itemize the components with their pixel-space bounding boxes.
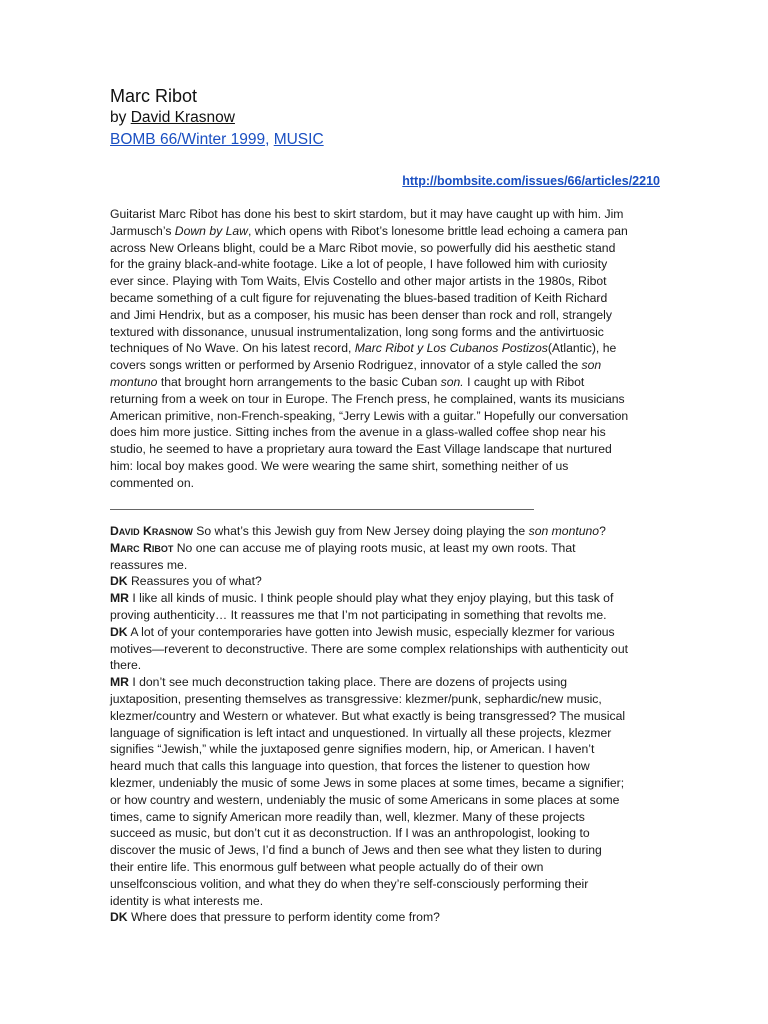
intro-line: commented on. [110, 475, 195, 490]
speaker-label: DK [110, 624, 128, 639]
intro-line: does him more justice. Sitting inches from the avenue in a glass-walled coffee shop near his [110, 425, 606, 440]
speaker-label: DK [110, 910, 128, 925]
author-link[interactable]: David Krasnow [130, 109, 235, 126]
speaker-label: Marc Ribot [110, 540, 174, 555]
issue-separator: , [265, 131, 270, 148]
question-4: DK Where does that pressure to perform identity come from? [110, 910, 440, 925]
speaker-label: MR [110, 675, 129, 690]
intro-line: studio, he seemed to have a proprietary aura toward the East Village landscape that nurtured [110, 442, 612, 457]
intro-line: him: local boy makes good. We were wearing the same shirt, something neither of us [110, 458, 569, 473]
question-1: David Krasnow So what’s this Jewish guy from New Jersey doing playing the son montuno? [110, 524, 606, 538]
intro-line: ever since. Playing with Tom Waits, Elvis Costello and other major artists in the 1980s, Ribot [110, 274, 607, 289]
question-2: DK Reassures you of what? [110, 574, 262, 589]
question-3: DK A lot of your contemporaries have gotten into Jewish music, especially klezmer for various motives—reverent to deconstructive. There are some complex relationships with authenticity out there. [110, 624, 628, 673]
byline-prefix: by [110, 109, 127, 126]
answer-3: MR I don’t see much deconstruction taking place. There are dozens of projects using juxtaposition, presenting themselves as transgressive: klezmer/punk, sephardic/new music, klezmer/country and Western or whatever. But what exactly is being transgressed? The musical language of signification is left intact and unquestioned. In virtually all these projects, klezmer signifies “Jewish,” while the juxtaposed genre signifies modern, hip, or American. I haven’t heard much that calls this language into question, that forces the listener to question how klezmer, undeniably the music of some Jews in some places at some times, became a signifier; or how country and western, undeniably the music of some Americans in some places at some times, came to signify American more readily than, well, klezmer. Many of these projects succeed as music, but don’t cut it as deconstruction. If I was an anthropologist, looking to discover the music of Jews, I’d find a bunch of Jews and then see what they listen to during their entire life. This enormous gulf between what people actually do of their own unselfconscious volition, and what they do when they’re self-consciously performing their identity is what interests me. [110, 675, 626, 908]
interview-body [110, 523, 672, 926]
intro-line: returning from a week on tour in Europe. The French press, he complained, wants its musicians [110, 391, 625, 406]
intro-line: became something of a cult figure for rejuvenating the blues-based tradition of Keith Richard [110, 290, 608, 305]
intro-line: American primitive, non-French-speaking, “Jerry Lewis with a guitar.” Hopefully our conversation [110, 408, 629, 423]
intro-line: across New Orleans blight, could be a Marc Ribot movie, so powerfully did his aesthetic stand [110, 240, 616, 255]
intro-line: Jarmusch’s Down by Law, which opens with Ribot’s lonesome brittle lead echoing a camera pan [110, 223, 628, 238]
intro-line: Guitarist Marc Ribot has done his best to skirt stardom, but it may have caught up with him. Jim [110, 207, 624, 221]
intro-line: techniques of No Wave. On his latest record, Marc Ribot y Los Cubanos Postizos(Atlantic), he [110, 341, 617, 356]
article-title: Marc Ribot [110, 86, 198, 106]
intro-line: textured with dissonance, unusual instrumentalization, long song forms and the antivirtuosic [110, 324, 604, 339]
intro-line: for the grainy black-and-white footage. Like a lot of people, I have followed him with curiosity [110, 257, 608, 272]
section-divider [110, 509, 534, 510]
intro-paragraph [110, 206, 670, 492]
source-url-link[interactable]: http://bombsite.com/issues/66/articles/2210 [402, 174, 660, 188]
issue-line [110, 131, 324, 149]
intro-line: covers songs written or performed by Arsenio Rodriguez, innovator of a style called the son [110, 358, 602, 373]
answer-1: Marc Ribot No one can accuse me of playing roots music, at least my own roots. That reassures me. [110, 540, 576, 572]
speaker-label: David Krasnow [110, 524, 193, 538]
answer-2: MR I like all kinds of music. I think people should play what they enjoy playing, but this task of proving authenticity… It reassures me that I’m not participating in something that revolts me. [110, 591, 614, 622]
speaker-label: DK [110, 574, 128, 589]
speaker-label: MR [110, 591, 129, 606]
section-link[interactable]: MUSIC [273, 131, 324, 148]
intro-line: and Jimi Hendrix, but as a composer, his music has been denser than rock and roll, strangely [110, 307, 612, 322]
intro-line: montuno that brought horn arrangements to the basic Cuban son. I caught up with Ribot [110, 374, 585, 389]
byline [110, 109, 235, 127]
issue-link[interactable]: BOMB 66/Winter 1999 [110, 131, 266, 148]
